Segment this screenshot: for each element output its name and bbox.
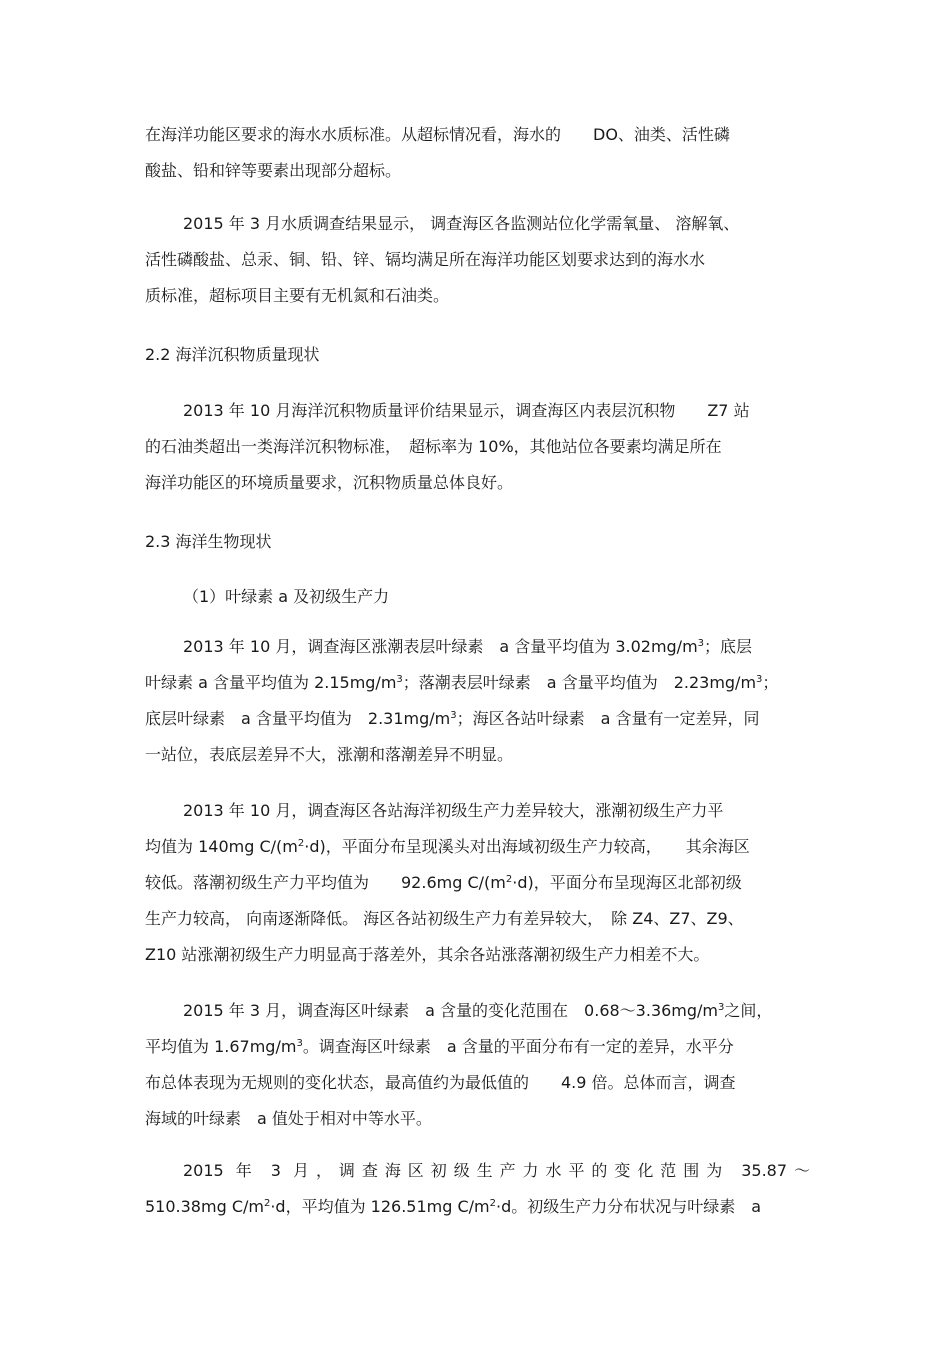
text-line: 酸盐、铅和锌等要素出现部分超标。 — [145, 161, 402, 180]
paragraph-water-quality-exceed — [145, 117, 810, 189]
paragraph-primary-productivity-2013 — [145, 793, 810, 973]
text-line: 生产力较高， 向南逐渐降低。 海区各站初级生产力有差异较大， 除 Z4、Z7、Z9、 — [145, 909, 744, 928]
paragraph-sediment-quality — [145, 393, 810, 501]
subsection-heading-chlorophyll: （1）叶绿素 a 及初级生产力 — [183, 587, 390, 606]
text-line: 海域的叶绿素 a 值处于相对中等水平。 — [145, 1109, 432, 1128]
text-line: 平均值为 $1.67mg/m^3$。调查海区叶绿素 a 含量的平面分布有一定的差异，水平分 — [145, 1037, 734, 1056]
text-line: 2015 年 3 月，调查海区初级生产力水平的变化范围为 35.87～ — [183, 1161, 810, 1180]
text-line: 2015 年 3 月，调查海区叶绿素 a 含量的变化范围在 $0.68\sim 3.36mg/m^3$之间， — [183, 1001, 773, 1020]
paragraph-chlorophyll-2015 — [145, 993, 810, 1137]
text-line: 底层叶绿素 a 含量平均值为 $2.31mg/m^3$；海区各站叶绿素 a 含量有一定差异，同 — [145, 709, 760, 728]
text-line: 均值为 140mg $C/(m^2\cdot d)$，平面分布呈现溪头对出海域初级生产力较高， 其余海区 — [145, 837, 750, 856]
text-line: 在海洋功能区要求的海水水质标准。从超标情况看，海水的 DO、油类、活性磷 — [145, 125, 730, 144]
text-line: 2013 年 10 月，调查海区涨潮表层叶绿素 a 含量平均值为 $3.02mg/m^3$；底层 — [183, 637, 753, 656]
paragraph-primary-productivity-2015 — [145, 1153, 810, 1225]
text-line: 叶绿素 a 含量平均值为 $2.15mg/m^3$；落潮表层叶绿素 a 含量平均值为 $2.23mg/m^3$； — [145, 673, 779, 692]
text-line: Z10 站涨潮初级生产力明显高于落差外，其余各站涨落潮初级生产力相差不大。 — [145, 945, 710, 964]
section-heading-2-2: 2.2 海洋沉积物质量现状 — [145, 345, 320, 364]
text-line: 布总体表现为无规则的变化状态，最高值约为最低值的 4.9 倍。总体而言，调查 — [145, 1073, 736, 1092]
text-line: 2013 年 10 月，调查海区各站海洋初级生产力差异较大，涨潮初级生产力平 — [183, 801, 724, 820]
text-line: 活性磷酸盐、总汞、铜、铅、锌、镉均满足所在海洋功能区划要求达到的海水水 — [145, 250, 706, 269]
paragraph-chlorophyll-2013 — [145, 629, 810, 773]
text-line: 较低。落潮初级生产力平均值为 92.6mg $C/(m^2\cdot d)$，平面分布呈现海区北部初级 — [145, 873, 742, 892]
section-heading-2-3: 2.3 海洋生物现状 — [145, 532, 272, 551]
text-line: 一站位，表底层差异不大，涨潮和落潮差异不明显。 — [145, 745, 514, 764]
text-line: 2015 年 3 月水质调查结果显示， 调查海区各监测站位化学需氧量、 溶解氧、 — [183, 214, 740, 233]
text-line: 质标准，超标项目主要有无机氮和石油类。 — [145, 286, 450, 305]
text-line: 2013 年 10 月海洋沉积物质量评价结果显示，调查海区内表层沉积物 Z7 站 — [183, 401, 750, 420]
text-line: 海洋功能区的环境质量要求，沉积物质量总体良好。 — [145, 473, 514, 492]
text-line: 的石油类超出一类海洋沉积物标准， 超标率为 10%，其他站位各要素均满足所在 — [145, 437, 722, 456]
paragraph-water-quality-2015 — [145, 206, 810, 314]
text-line: 510.38mg $C/m^2\cdot d$，平均值为 126.51mg $C/m^2\cdot d$。初级生产力分布状况与叶绿素 a — [145, 1197, 762, 1216]
